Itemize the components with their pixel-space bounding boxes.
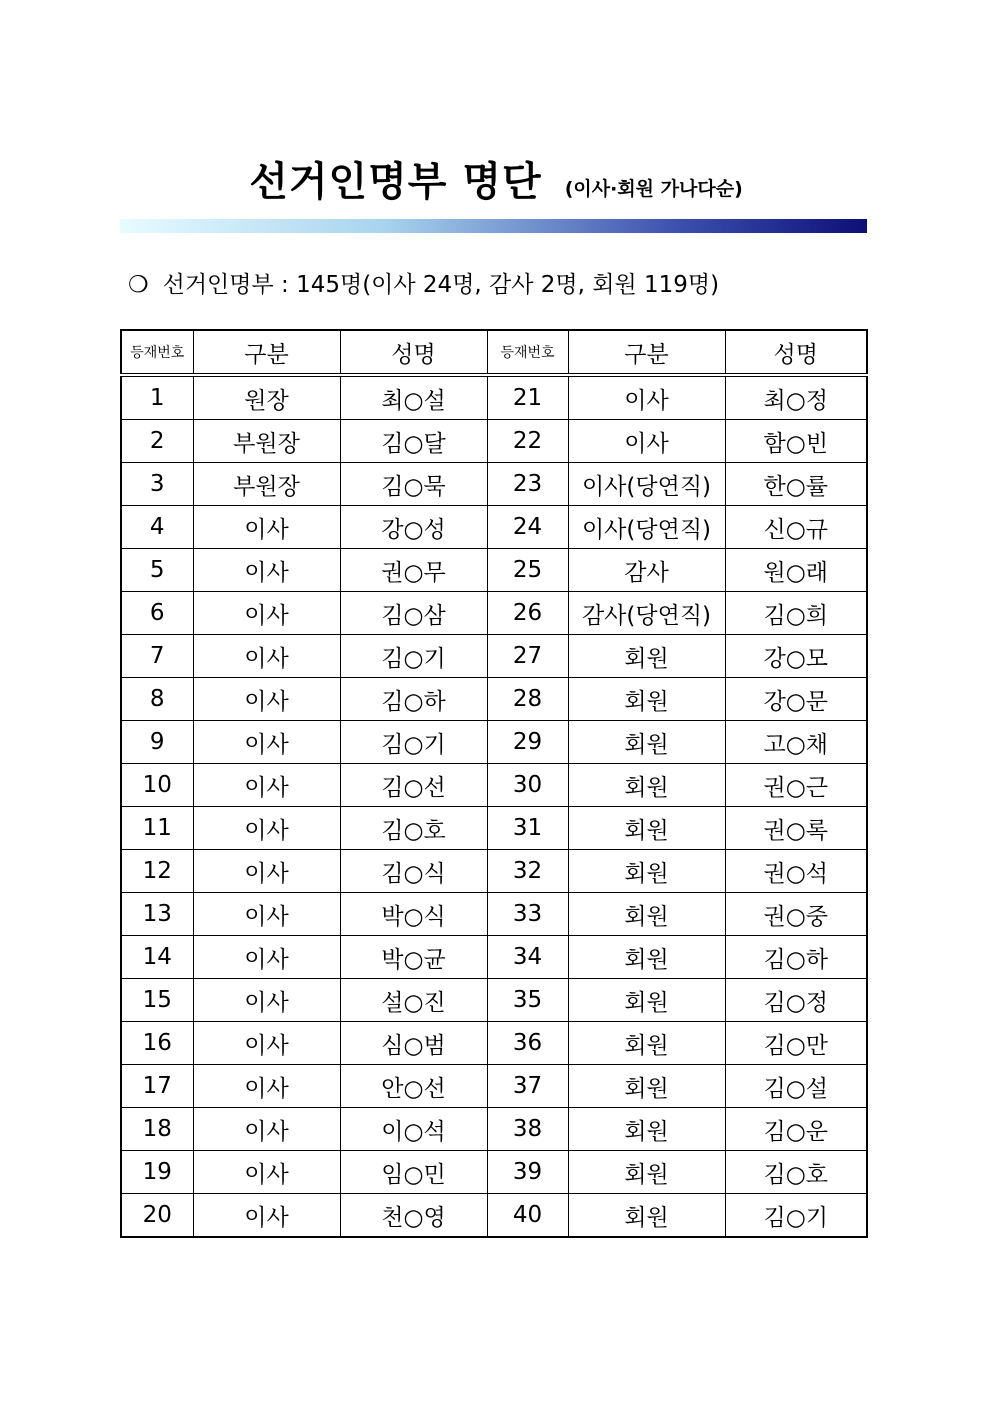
cell-category: 부원장 [193, 420, 340, 463]
cell-number: 5 [121, 549, 193, 592]
table-row [121, 678, 867, 721]
table-row [121, 1022, 867, 1065]
cell-category: 원장 [193, 375, 340, 420]
cell-number: 35 [487, 979, 568, 1022]
cell-number: 23 [487, 463, 568, 506]
cell-category: 회원 [568, 1065, 725, 1108]
column-header-number: 등재번호 [121, 330, 193, 375]
cell-category: 이사 [193, 592, 340, 635]
cell-name: 신○규 [725, 506, 867, 549]
cell-number: 29 [487, 721, 568, 764]
cell-name: 함○빈 [725, 420, 867, 463]
cell-name: 권○중 [725, 893, 867, 936]
cell-name: 김○호 [725, 1151, 867, 1194]
cell-name: 김○식 [340, 850, 487, 893]
cell-name: 임○민 [340, 1151, 487, 1194]
cell-name: 김○기 [725, 1194, 867, 1238]
cell-number: 1 [121, 375, 193, 420]
cell-category: 이사 [568, 375, 725, 420]
cell-category: 이사 [193, 979, 340, 1022]
cell-category: 회원 [568, 936, 725, 979]
cell-name: 김○기 [340, 721, 487, 764]
cell-number: 33 [487, 893, 568, 936]
cell-number: 20 [121, 1194, 193, 1238]
column-header-category: 구분 [193, 330, 340, 375]
cell-category: 이사 [193, 721, 340, 764]
cell-name: 천○영 [340, 1194, 487, 1238]
cell-number: 17 [121, 1065, 193, 1108]
cell-category: 이사 [193, 850, 340, 893]
table-row [121, 979, 867, 1022]
cell-name: 김○운 [725, 1108, 867, 1151]
cell-number: 8 [121, 678, 193, 721]
table-row [121, 635, 867, 678]
cell-number: 15 [121, 979, 193, 1022]
cell-number: 22 [487, 420, 568, 463]
cell-number: 10 [121, 764, 193, 807]
cell-category: 이사 [193, 1108, 340, 1151]
table-row [121, 375, 867, 420]
cell-name: 최○설 [340, 375, 487, 420]
cell-name: 최○정 [725, 375, 867, 420]
cell-category: 회원 [568, 893, 725, 936]
cell-category: 이사 [193, 678, 340, 721]
cell-number: 13 [121, 893, 193, 936]
cell-category: 회원 [568, 764, 725, 807]
summary-text: 선거인명부 : 145명(이사 24명, 감사 2명, 회원 119명) [162, 272, 720, 298]
cell-category: 회원 [568, 1194, 725, 1238]
column-header-name: 성명 [340, 330, 487, 375]
cell-name: 김○하 [340, 678, 487, 721]
page-subtitle: (이사·회원 가나다순) [564, 178, 743, 200]
circle-bullet-icon: ❍ [128, 272, 149, 298]
cell-number: 28 [487, 678, 568, 721]
cell-name: 박○균 [340, 936, 487, 979]
cell-category: 이사 [193, 506, 340, 549]
cell-category: 이사 [193, 1065, 340, 1108]
table-row [121, 506, 867, 549]
cell-name: 김○삼 [340, 592, 487, 635]
cell-name: 심○범 [340, 1022, 487, 1065]
column-header-number: 등재번호 [487, 330, 568, 375]
table-row [121, 807, 867, 850]
cell-name: 이○석 [340, 1108, 487, 1151]
table-row [121, 764, 867, 807]
cell-number: 32 [487, 850, 568, 893]
table-row [121, 1108, 867, 1151]
table-row [121, 721, 867, 764]
cell-category: 감사 [568, 549, 725, 592]
cell-name: 권○근 [725, 764, 867, 807]
table-row [121, 893, 867, 936]
cell-number: 36 [487, 1022, 568, 1065]
roster-table [120, 329, 868, 1238]
cell-number: 21 [487, 375, 568, 420]
cell-category: 회원 [568, 1151, 725, 1194]
cell-number: 12 [121, 850, 193, 893]
cell-number: 34 [487, 936, 568, 979]
table-row [121, 420, 867, 463]
cell-name: 김○설 [725, 1065, 867, 1108]
cell-number: 38 [487, 1108, 568, 1151]
column-header-name: 성명 [725, 330, 867, 375]
cell-name: 강○모 [725, 635, 867, 678]
cell-name: 김○하 [725, 936, 867, 979]
cell-category: 이사 [193, 764, 340, 807]
cell-number: 14 [121, 936, 193, 979]
cell-number: 4 [121, 506, 193, 549]
cell-name: 김○묵 [340, 463, 487, 506]
cell-category: 이사 [193, 1194, 340, 1238]
cell-category: 이사 [193, 1022, 340, 1065]
cell-name: 권○록 [725, 807, 867, 850]
cell-category: 회원 [568, 678, 725, 721]
cell-name: 강○문 [725, 678, 867, 721]
cell-number: 40 [487, 1194, 568, 1238]
cell-category: 회원 [568, 850, 725, 893]
cell-number: 9 [121, 721, 193, 764]
cell-name: 고○채 [725, 721, 867, 764]
cell-category: 이사(당연직) [568, 506, 725, 549]
cell-name: 김○선 [340, 764, 487, 807]
cell-number: 37 [487, 1065, 568, 1108]
cell-number: 19 [121, 1151, 193, 1194]
table-row [121, 1151, 867, 1194]
cell-number: 3 [121, 463, 193, 506]
cell-number: 24 [487, 506, 568, 549]
table-row [121, 850, 867, 893]
cell-category: 회원 [568, 721, 725, 764]
cell-number: 2 [121, 420, 193, 463]
table-row [121, 1194, 867, 1238]
cell-category: 회원 [568, 1022, 725, 1065]
summary-line [128, 266, 719, 299]
cell-number: 31 [487, 807, 568, 850]
column-header-category: 구분 [568, 330, 725, 375]
roster-body [121, 375, 867, 1237]
cell-name: 김○희 [725, 592, 867, 635]
cell-number: 30 [487, 764, 568, 807]
cell-category: 이사 [193, 936, 340, 979]
cell-name: 강○성 [340, 506, 487, 549]
table-row [121, 592, 867, 635]
cell-number: 18 [121, 1108, 193, 1151]
cell-name: 안○선 [340, 1065, 487, 1108]
cell-category: 부원장 [193, 463, 340, 506]
table-row [121, 549, 867, 592]
table-row [121, 1065, 867, 1108]
cell-category: 이사 [193, 807, 340, 850]
table-row [121, 936, 867, 979]
cell-number: 6 [121, 592, 193, 635]
cell-number: 25 [487, 549, 568, 592]
table-header-row [121, 330, 867, 375]
cell-name: 설○진 [340, 979, 487, 1022]
cell-category: 이사(당연직) [568, 463, 725, 506]
cell-name: 김○호 [340, 807, 487, 850]
cell-name: 김○만 [725, 1022, 867, 1065]
table-row [121, 463, 867, 506]
cell-category: 회원 [568, 979, 725, 1022]
cell-category: 이사 [193, 549, 340, 592]
cell-category: 이사 [193, 635, 340, 678]
cell-name: 권○무 [340, 549, 487, 592]
cell-number: 7 [121, 635, 193, 678]
cell-category: 이사 [568, 420, 725, 463]
cell-category: 회원 [568, 1108, 725, 1151]
cell-number: 16 [121, 1022, 193, 1065]
cell-name: 김○달 [340, 420, 487, 463]
cell-name: 한○률 [725, 463, 867, 506]
cell-category: 이사 [193, 1151, 340, 1194]
cell-name: 김○기 [340, 635, 487, 678]
cell-name: 김○정 [725, 979, 867, 1022]
cell-number: 39 [487, 1151, 568, 1194]
cell-name: 원○래 [725, 549, 867, 592]
cell-category: 이사 [193, 893, 340, 936]
cell-number: 26 [487, 592, 568, 635]
title-divider [120, 219, 867, 233]
cell-number: 11 [121, 807, 193, 850]
cell-name: 권○석 [725, 850, 867, 893]
cell-name: 박○식 [340, 893, 487, 936]
cell-number: 27 [487, 635, 568, 678]
cell-category: 회원 [568, 635, 725, 678]
cell-category: 회원 [568, 807, 725, 850]
title-row [0, 150, 992, 207]
cell-category: 감사(당연직) [568, 592, 725, 635]
page-title: 선거인명부 명단 [249, 159, 542, 205]
